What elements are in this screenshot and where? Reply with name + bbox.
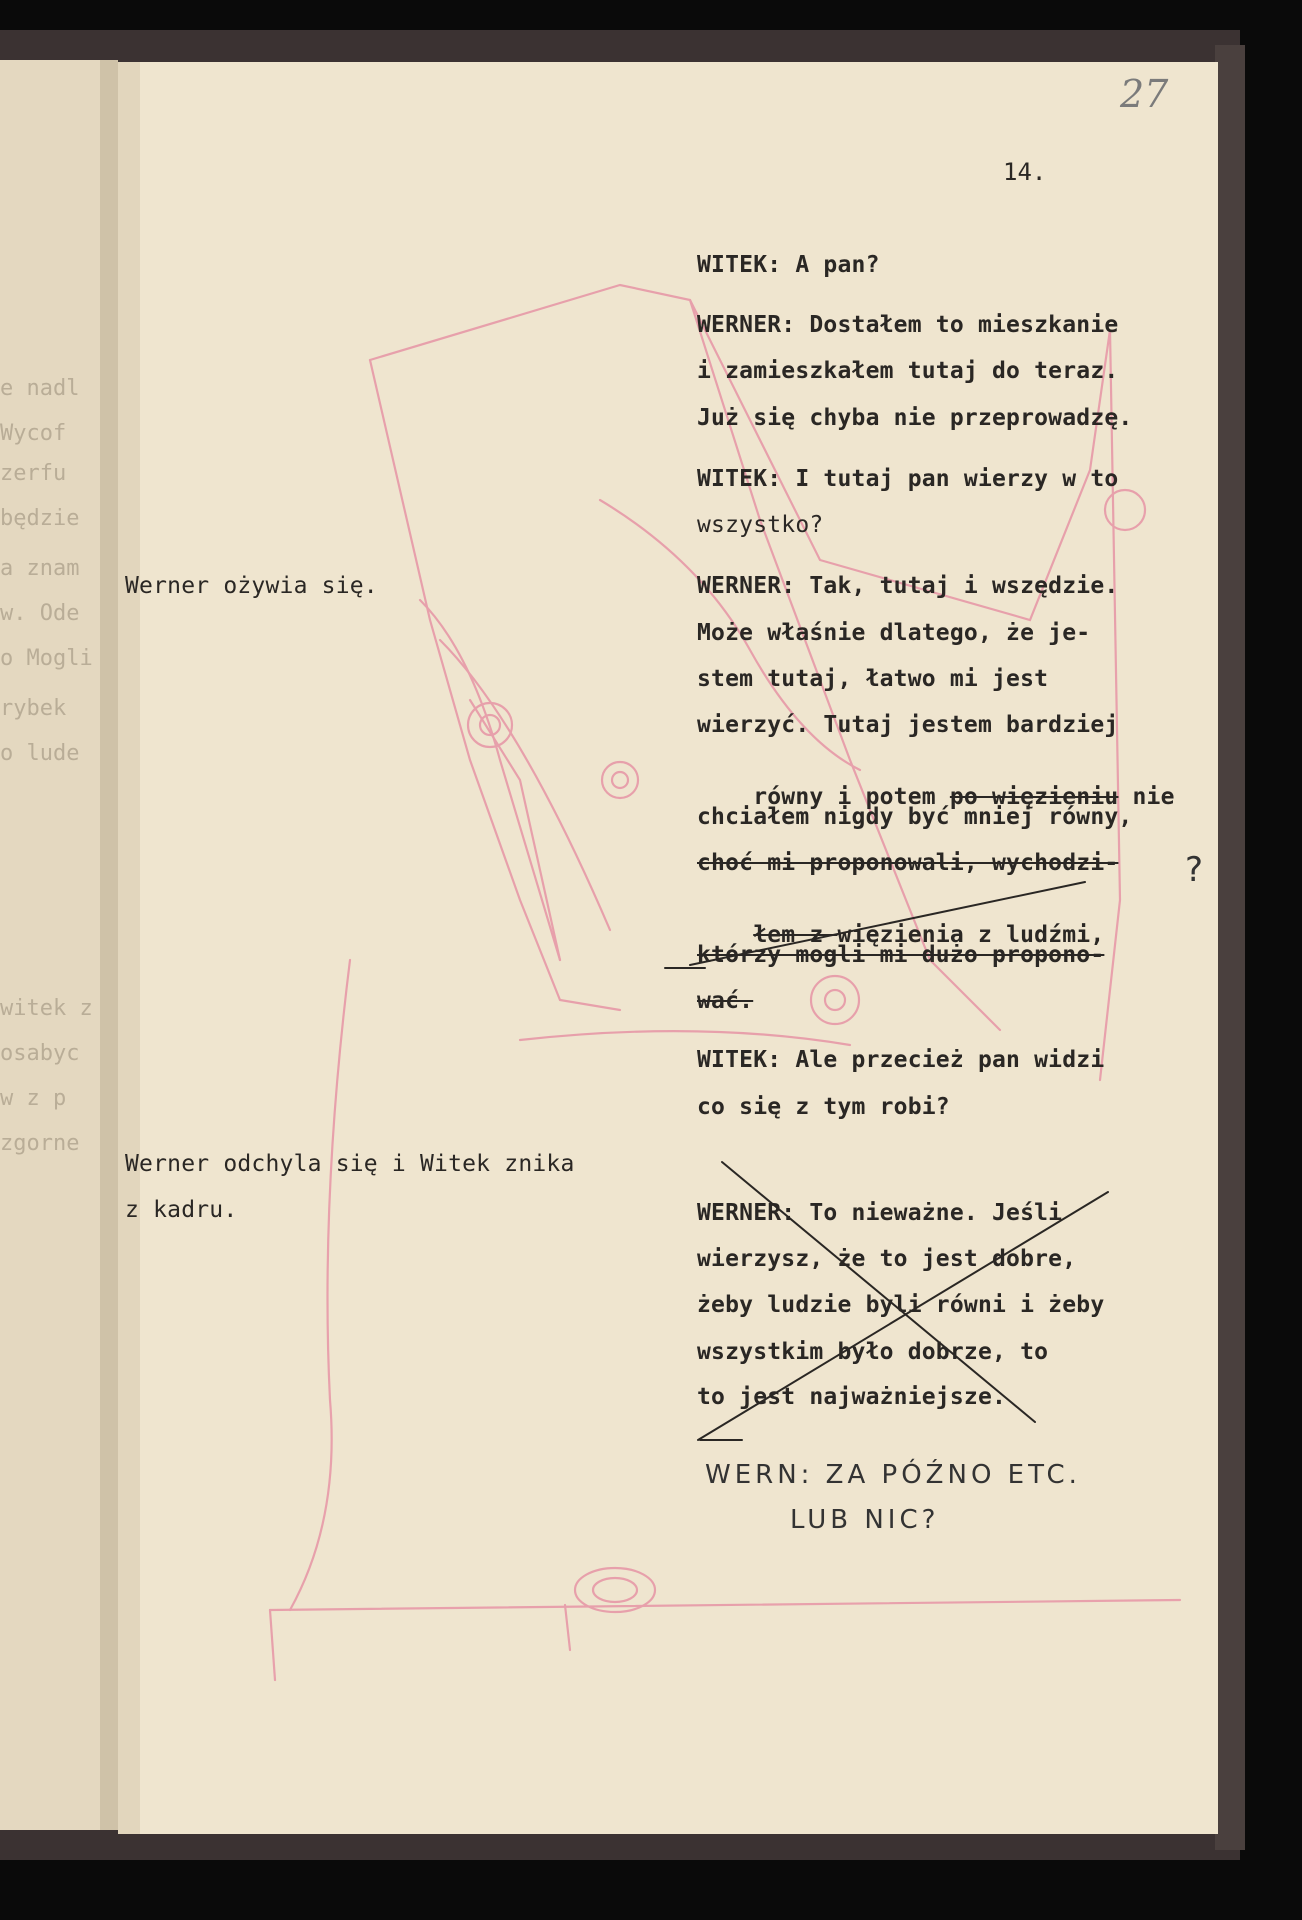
text-segment: nie [1118,784,1175,810]
dialogue-werner-1-line-2: i zamieszkałem tutaj do teraz. [697,358,1119,384]
text-segment: równy i potem [753,784,950,810]
svg-text:w z p: w z p [0,1086,67,1111]
dialogue-witek-2-line-2: wszystko? [697,512,824,538]
dialogue-witek-2-line-1: WITEK: I tutaj pan wierzy w to [697,466,1119,492]
dialogue-werner-3-line-3: żeby ludzie byli równi i żeby [697,1292,1105,1318]
struck-line-4: wać. [697,988,754,1014]
stage-direction-1: Werner ożywia się. [125,573,378,599]
svg-text:Wycof: Wycof [0,421,67,446]
handwritten-note-line-2: LUB NIC? [790,1505,940,1535]
svg-text:o Mogli: o Mogli [0,646,93,671]
dialogue-werner-3-line-1: WERNER: To nieważne. Jeśli [697,1200,1063,1226]
page-number: 14. [1003,158,1047,186]
dialogue-werner-3-line-2: wierzysz, że to jest dobre, [697,1246,1077,1272]
dialogue-werner-2-line-3: stem tutaj, łatwo mi jest [697,666,1049,692]
struck-text: po więzieniu [949,784,1119,810]
folio-number: 27 [1120,72,1169,116]
stage-direction-2-line-1: Werner odchyla się i Witek znika [125,1151,575,1177]
svg-text:zerfu: zerfu [0,461,67,486]
dialogue-werner-2-line-2: Może właśnie dlatego, że je- [697,620,1091,646]
struck-line-3: którzy mogli mi dużo propono- [697,942,1105,968]
dialogue-witek-1: WITEK: A pan? [697,252,880,278]
svg-text:rybek: rybek [0,696,67,721]
dialogue-werner-2-line-6: chciałem nigdy być mniej równy, [697,804,1133,830]
svg-text:w. Ode: w. Ode [0,601,80,626]
text-segment: więzienia z ludźmi, [837,922,1105,948]
svg-text:zgorne: zgorne [0,1131,80,1156]
svg-text:e nadl: e nadl [0,376,80,401]
svg-text:o lude: o lude [0,741,80,766]
dialogue-werner-1-line-1: WERNER: Dostałem to mieszkanie [697,312,1119,338]
struck-line-1: choć mi proponowali, wychodzi- [697,850,1119,876]
svg-text:osabyc: osabyc [0,1041,80,1066]
svg-text:witek z: witek z [0,996,93,1021]
dialogue-werner-3-line-5: to jest najważniejsze. [697,1384,1007,1410]
stage-direction-2-line-2: z kadru. [125,1197,238,1223]
dialogue-witek-3-line-2: co się z tym robi? [697,1094,950,1120]
dialogue-werner-3-line-4: wszystkim było dobrze, to [697,1339,1049,1365]
dialogue-werner-1-line-3: Już się chyba nie przeprowadzę. [697,405,1133,431]
dialogue-witek-3-line-1: WITEK: Ale przecież pan widzi [697,1047,1105,1073]
svg-text:a znam: a znam [0,556,80,581]
margin-question-mark: ? [1185,850,1204,890]
dialogue-werner-2-line-1: WERNER: Tak, tutaj i wszędzie. [697,573,1119,599]
struck-text: łem z [753,922,838,948]
dialogue-werner-2-line-4: wierzyć. Tutaj jestem bardziej [697,712,1119,738]
svg-text:będzie: będzie [0,506,80,531]
handwritten-note-line-1: WERN: ZA PÓŹNO ETC. [705,1460,1081,1490]
